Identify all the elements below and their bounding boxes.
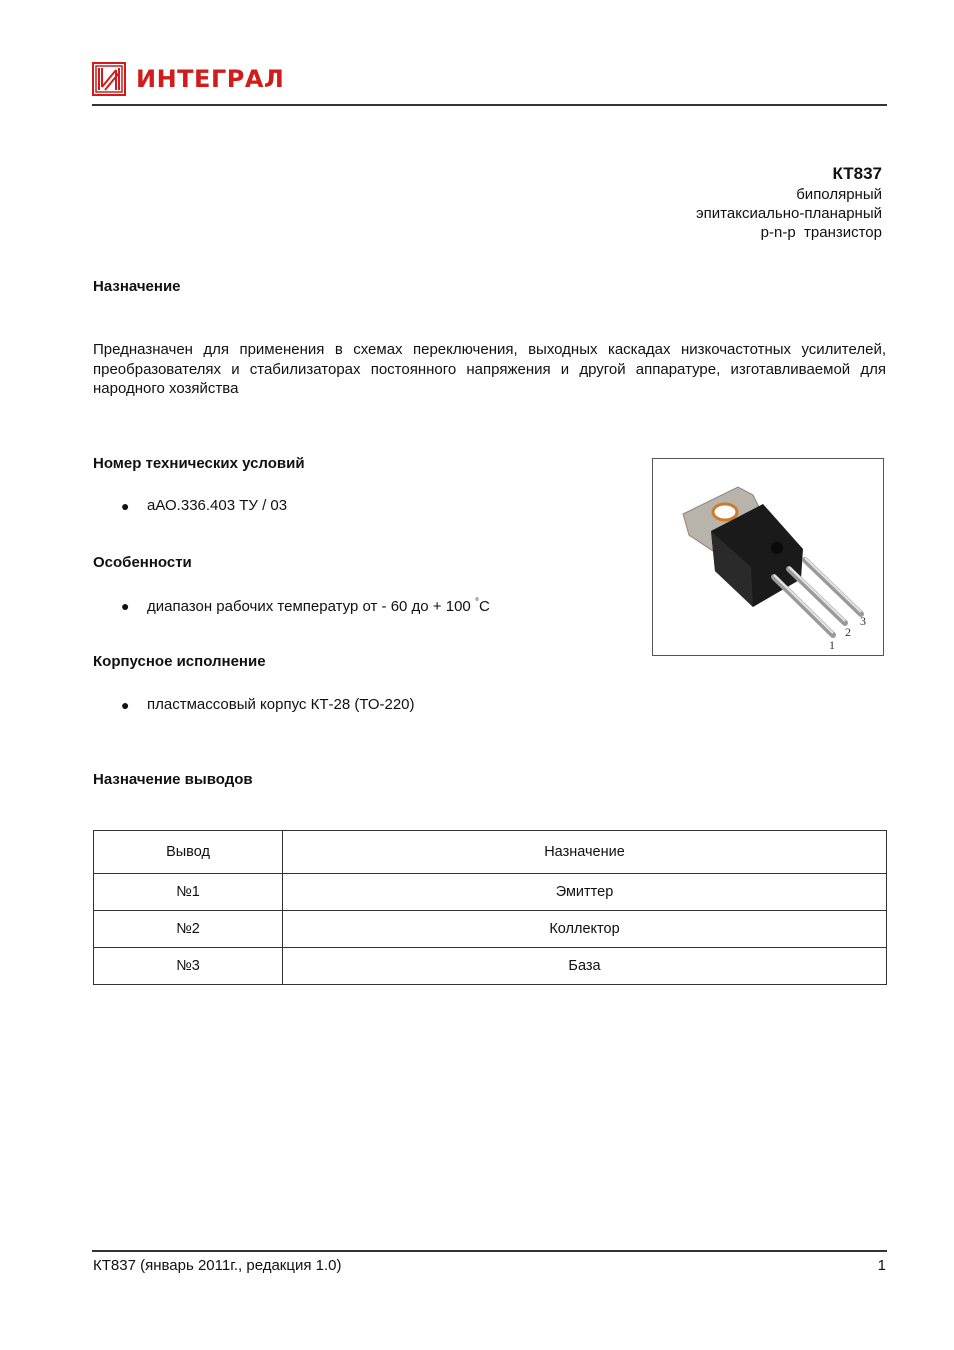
- footer-divider: [92, 1250, 887, 1252]
- spec-item: [93, 497, 287, 514]
- package-item: [93, 696, 415, 713]
- integral-logo-icon: [92, 62, 126, 96]
- unit-text: С: [478, 598, 490, 615]
- spec-text: аАО.336.403 ТУ / 03: [147, 497, 288, 514]
- table-header-row: [94, 831, 887, 874]
- package-text: пластмассовый корпус КТ-28 (ТО-220): [147, 696, 415, 713]
- features-text: [147, 597, 490, 615]
- features-heading: Особенности: [93, 554, 192, 571]
- pin-function: База: [283, 948, 887, 985]
- pin-label-1: 1: [829, 638, 835, 652]
- bullet-icon: ●: [121, 696, 130, 713]
- package-heading: Корпусное исполнение: [93, 653, 266, 670]
- bullet-icon: ●: [121, 497, 130, 514]
- logo-text: ИНТЕГРАЛ: [136, 65, 285, 93]
- features-item: [93, 597, 490, 615]
- pin-number: №3: [94, 948, 283, 985]
- to220-transistor-image: [653, 459, 883, 655]
- part-number: КТ837: [832, 164, 882, 183]
- table-row: [94, 874, 887, 911]
- footer-document-info: КТ837 (январь 2011г., редакция 1.0): [93, 1257, 342, 1274]
- title-block: [696, 163, 882, 242]
- features-text-main: диапазон рабочих температур от - 60 до + 100: [147, 598, 475, 615]
- pin-label-3: 3: [860, 614, 866, 628]
- pin-label-2: 2: [845, 625, 851, 639]
- spec-heading: Номер технических условий: [93, 455, 305, 472]
- degree-symbol: °: [474, 597, 479, 608]
- page-number: 1: [877, 1257, 886, 1274]
- subtitle-line: эпитаксиально-планарный: [696, 205, 882, 222]
- page-footer: [93, 1257, 886, 1274]
- transistor-photo: [652, 458, 884, 656]
- company-logo: [92, 62, 284, 96]
- subtitle-line: биполярный: [796, 186, 882, 203]
- pin-number: №1: [94, 874, 283, 911]
- table-row: [94, 948, 887, 985]
- purpose-heading: Назначение: [93, 278, 181, 295]
- bullet-icon: ●: [121, 598, 130, 614]
- column-header-purpose: Назначение: [283, 831, 887, 874]
- pins-heading: Назначение выводов: [93, 771, 253, 788]
- pin-assignment-table: [93, 830, 887, 985]
- pin-number: №2: [94, 911, 283, 948]
- pin-function: Эмиттер: [283, 874, 887, 911]
- table-row: [94, 911, 887, 948]
- column-header-pin: Вывод: [94, 831, 283, 874]
- purpose-text: Предназначен для применения в схемах переключения, выходных каскадах низкочастотных усилителей, преобразователях и стабилизаторах постоянного напряжения и другой аппаратуре, изготавливаемой для народного хозяйства: [93, 341, 886, 397]
- subtitle-line: p-n-p транзистор: [760, 224, 882, 241]
- header-divider: [92, 104, 887, 106]
- pin-function: Коллектор: [283, 911, 887, 948]
